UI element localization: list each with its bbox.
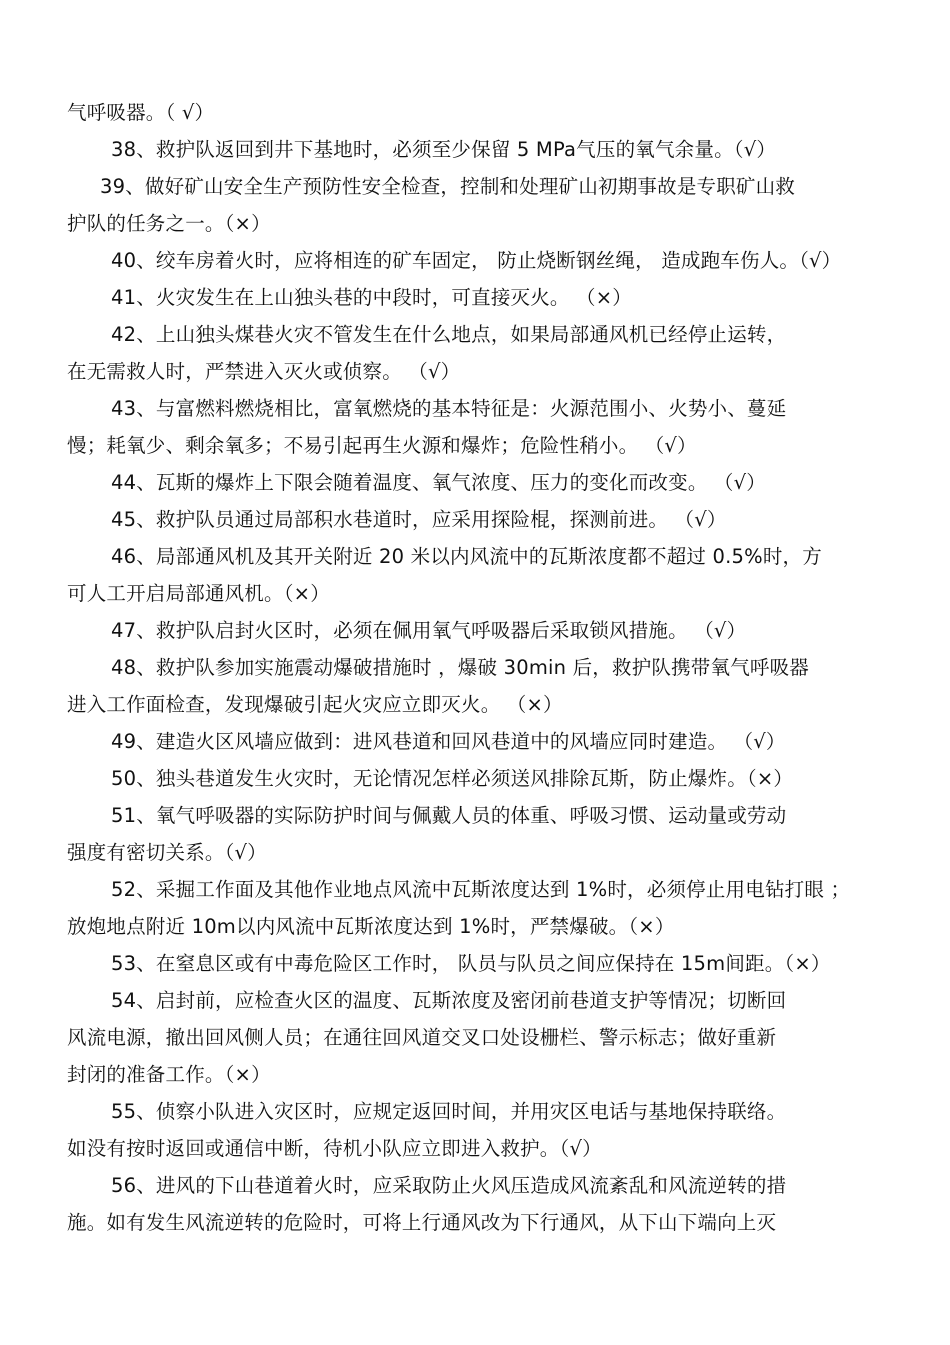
text-line: 47、救护队启封火区时，必须在佩用氧气呼吸器后采取锁风措施。 （√） <box>111 619 747 642</box>
text-line: 如没有按时返回或通信中断，待机小队应立即进入救护。（√） <box>67 1137 602 1160</box>
text-line: 55、侦察小队进入灾区时，应规定返回时间，并用灾区电话与基地保持联络。 <box>111 1100 787 1123</box>
text-line: 45、救护队员通过局部积水巷道时，应采用探险棍，探测前进。 （√） <box>111 508 727 531</box>
text-line: 44、瓦斯的爆炸上下限会随着温度、氧气浓度、压力的变化而改变。 （√） <box>111 471 766 494</box>
text-line: 49、建造火区风墙应做到：进风巷道和回风巷道中的风墙应同时建造。 （√） <box>111 730 786 753</box>
text-line: 慢；耗氧少、剩余氧多；不易引起再生火源和爆炸；危险性稍小。 （√） <box>67 434 697 457</box>
text-line: 施。如有发生风流逆转的危险时，可将上行通风改为下行通风，从下山下端向上灭 <box>67 1211 777 1234</box>
text-line: 48、救护队参加实施震动爆破措施时 ，爆破 30min 后，救护队携带氧气呼吸器 <box>111 656 809 679</box>
text-line: 50、独头巷道发生火灾时，无论情况怎样必须送风排除瓦斯，防止爆炸。（×） <box>111 767 794 790</box>
text-line: 38、救护队返回到井下基地时，必须至少保留 5 MPa气压的氧气余量。（√） <box>111 138 777 161</box>
text-line: 39、做好矿山安全生产预防性安全检查，控制和处理矿山初期事故是专职矿山救 <box>100 175 796 198</box>
text-line: 46、局部通风机及其开关附近 20 米以内风流中的瓦斯浓度都不超过 0.5%时，方 <box>111 545 822 568</box>
text-line: 风流电源，撤出回风侧人员；在通往回风道交叉口处设栅栏、警示标志；做好重新 <box>67 1026 777 1049</box>
text-line: 56、进风的下山巷道着火时，应采取防止火风压造成风流紊乱和风流逆转的措 <box>111 1174 787 1197</box>
text-line: 护队的任务之一。（×） <box>67 212 271 235</box>
text-line: 可人工开启局部通风机。（×） <box>67 582 330 605</box>
text-line: 封闭的准备工作。（×） <box>67 1063 271 1086</box>
text-line: 气呼吸器。（ √） <box>67 101 215 124</box>
text-line: 41、火灾发生在上山独头巷的中段时，可直接灭火。 （×） <box>111 286 632 309</box>
text-line: 进入工作面检查，发现爆破引起火灾应立即灭火。 （×） <box>67 693 563 716</box>
text-line: 在无需救人时，严禁进入灭火或侦察。 （√） <box>67 360 461 383</box>
text-line: 放炮地点附近 10m以内风流中瓦斯浓度达到 1%时，严禁爆破。（×） <box>67 915 675 938</box>
text-line: 51、氧气呼吸器的实际防护时间与佩戴人员的体重、呼吸习惯、运动量或劳动 <box>111 804 787 827</box>
text-line: 53、在窒息区或有中毒危险区工作时， 队员与队员之间应保持在 15m间距。（×） <box>111 952 831 975</box>
text-line: 42、上山独头煤巷火灾不管发生在什么地点，如果局部通风机已经停止运转， <box>111 323 787 346</box>
text-line: 52、采掘工作面及其他作业地点风流中瓦斯浓度达到 1%时，必须停止用电钻打眼 ； <box>111 878 851 901</box>
text-line: 54、启封前，应检查火区的温度、瓦斯浓度及密闭前巷道支护等情况；切断回 <box>111 989 787 1012</box>
text-line: 43、与富燃料燃烧相比，富氧燃烧的基本特征是：火源范围小、火势小、蔓延 <box>111 397 787 420</box>
text-line: 强度有密切关系。（√） <box>67 841 267 864</box>
text-line: 40、绞车房着火时，应将相连的矿车固定， 防止烧断钢丝绳， 造成跑车伤人。（√） <box>111 249 842 272</box>
